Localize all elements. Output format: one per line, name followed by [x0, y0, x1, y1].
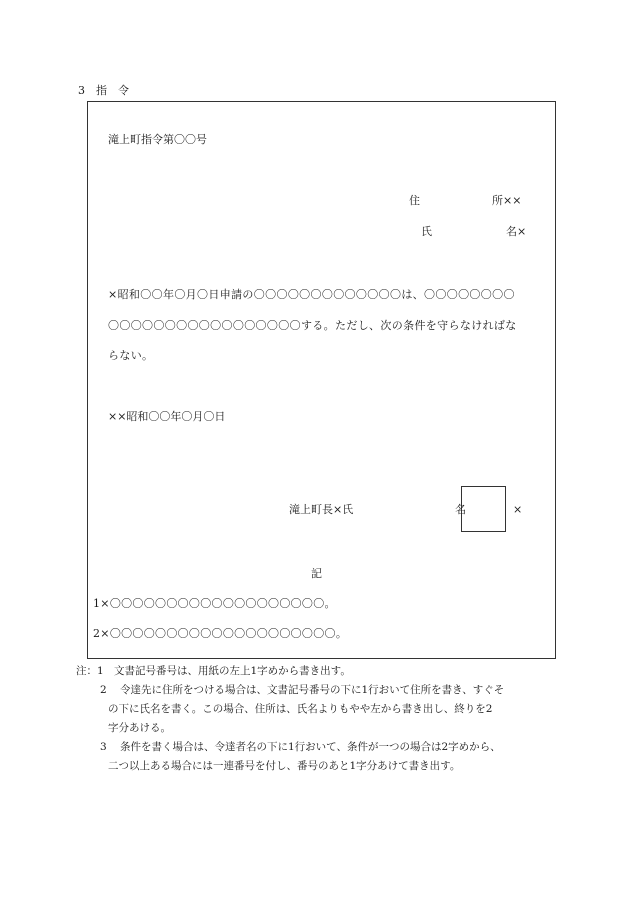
note-2-number: 2 — [100, 684, 107, 696]
body-line-1: ×昭和〇〇年〇月〇日申請の〇〇〇〇〇〇〇〇〇〇〇〇〇は、〇〇〇〇〇〇〇〇 — [108, 288, 515, 301]
seal-box — [461, 486, 506, 532]
note-2 — [76, 681, 504, 700]
address-label: 住 — [409, 194, 420, 207]
name-label: 氏 — [421, 225, 432, 238]
body-line-2: 〇〇〇〇〇〇〇〇〇〇〇〇〇〇〇〇〇する。ただし、次の条件を守らなければな — [108, 319, 517, 332]
note-3-line-2: 二つ以上ある場合には一連番号を付し、番号のあと1字分あけて書き出す。 — [108, 760, 461, 772]
name-value: 名× — [506, 225, 527, 238]
address-value: 所×× — [492, 194, 522, 207]
condition-1: 1×〇〇〇〇〇〇〇〇〇〇〇〇〇〇〇〇〇〇〇。 — [93, 597, 336, 610]
note-2-line-1: 令達先に住所をつける場合は、文書記号番号の下に1行おいて住所を書き、すぐそ — [120, 684, 505, 696]
notes — [76, 662, 504, 776]
note-3-line-1: 条件を書く場合は、令達者名の下に1行おいて、条件が一つの場合は2字めから、 — [120, 741, 501, 753]
ki-heading: 記 — [311, 567, 322, 580]
issuer-name: 滝上町長×氏 — [289, 503, 354, 516]
document-number: 滝上町指令第〇〇号 — [108, 133, 207, 146]
section-heading: 3 指 令 — [78, 84, 129, 97]
seal-mark: × — [513, 503, 523, 516]
note-1-text: 文書記号番号は、用紙の左上1字めから書き出す。 — [114, 665, 351, 677]
note-1 — [76, 662, 504, 681]
issue-date: ××昭和〇〇年〇月〇日 — [108, 410, 226, 423]
note-3 — [76, 738, 504, 757]
note-3-number: 3 — [100, 741, 107, 753]
seal-label: 名 — [455, 503, 466, 516]
body-line-3: らない。 — [108, 349, 154, 362]
note-2-line-2: の下に氏名を書く。この場合、住所は、氏名よりもやや左から書き出し、終りを2 — [108, 703, 493, 715]
note-2-line-3: 字分あける。 — [108, 722, 171, 734]
notes-prefix: 注：1 — [76, 665, 104, 677]
condition-2: 2×〇〇〇〇〇〇〇〇〇〇〇〇〇〇〇〇〇〇〇〇。 — [93, 627, 348, 640]
